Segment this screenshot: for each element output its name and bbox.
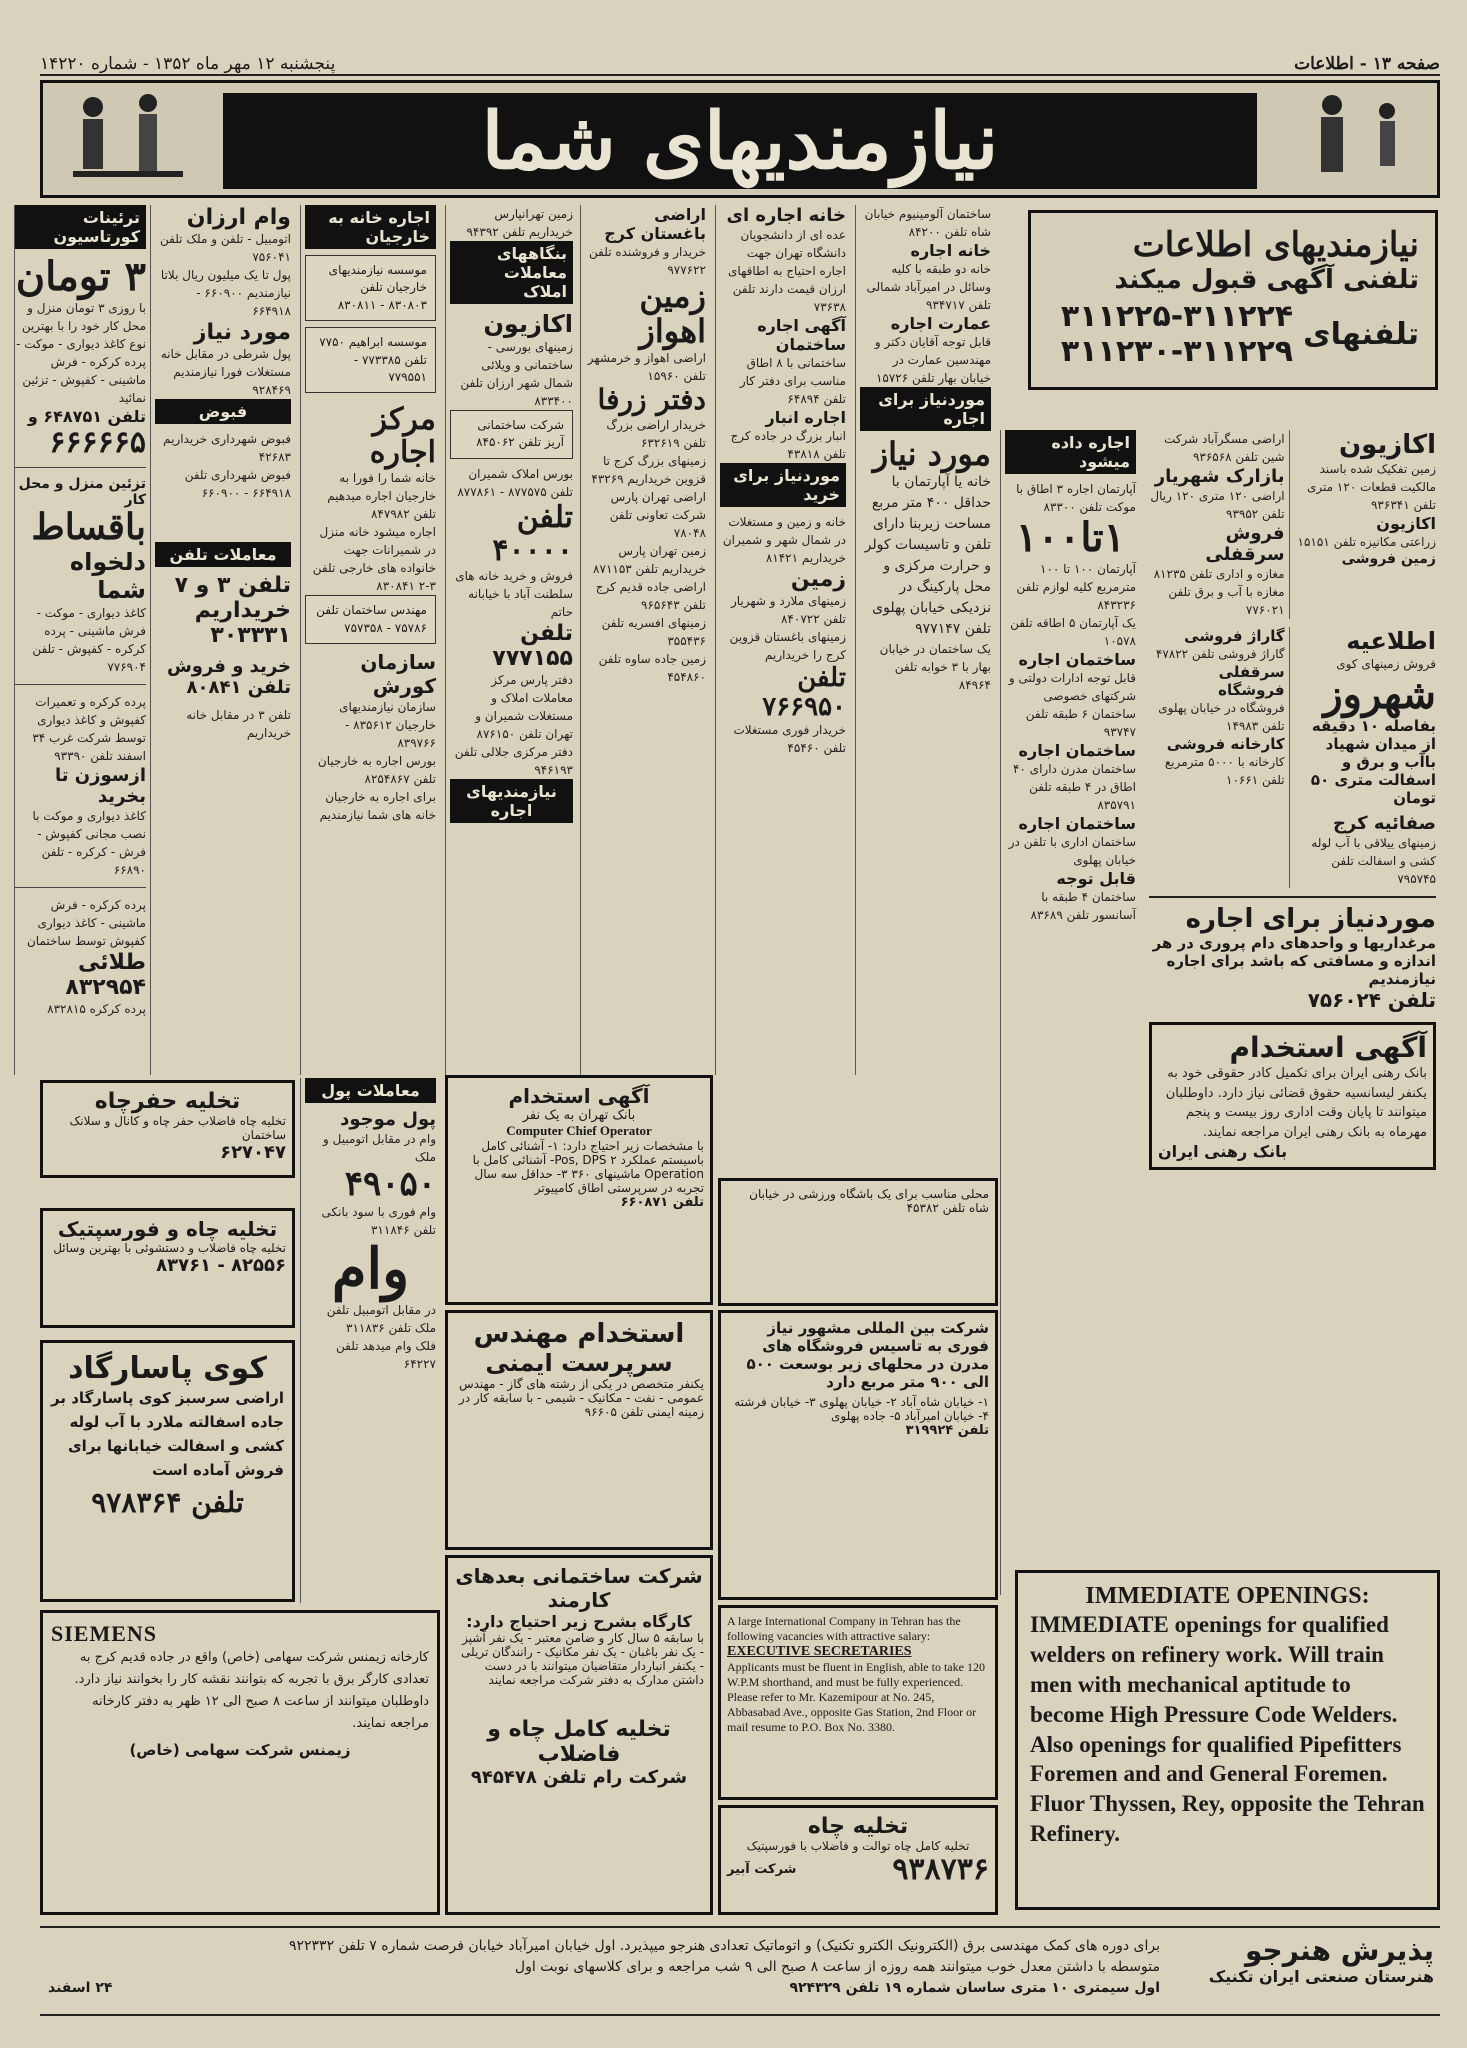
footer-school: هنرستان صنعتی ایران تکنیک: [1208, 1967, 1434, 1986]
col9-ad9-body: گاراژ فروشی تلفن ۴۷۸۲۲: [1155, 647, 1285, 661]
col5-ad9-body: زمین جاده ساوه تلفن ۴۵۴۸۶۰: [598, 652, 706, 685]
siemens-sign: زیمنس شرکت سهامی (خاص): [129, 1741, 351, 1760]
intl-body: شرکت بین المللی مشهور نیاز فوری به تاسیس فروشگاه های مدرن در محلهای زیر بوسعت ۵۰۰ الی ۹۰۰ متر مربع دارد: [746, 1319, 989, 1391]
column-7: [855, 205, 995, 1075]
ettelaat-box-title: نیازمندیهای اطلاعات: [1132, 225, 1419, 265]
col9-ad13-head: موردنیاز برای اجاره: [1185, 904, 1436, 934]
col9-ad8-big: شهروز: [1323, 671, 1436, 718]
col1-ad1-head: ترئینات کورتاسیون: [15, 205, 146, 249]
loans-sub: پول موجود: [340, 1109, 436, 1130]
col1-ad6-body: پرده کرکره ۸۳۲۸۱۵: [47, 1001, 146, 1016]
loans3-big: وام: [331, 1236, 410, 1303]
col1-ad1-phone: تلفن ۶۴۸۷۵۱ و: [27, 407, 146, 426]
col7-ad1-body: ساختمان آلومینیوم خیابان شاه تلفن ۸۴۲۰۰: [864, 207, 991, 239]
engineer-hiring-sub: سرپرست ایمنی: [485, 1349, 673, 1377]
figures-illustration-left: [53, 89, 203, 193]
col9-ad11-body: کارخانه با ۵۰۰۰ مترمربع تلفن ۱۰۶۶۱: [1164, 755, 1285, 787]
siemens-brand: SIEMENS: [51, 1621, 158, 1646]
col1-ad4-head: ازسوزن تا بخرید: [54, 764, 146, 807]
col1-ad5-body: پرده کرکره - فرش ماشینی - کاغذ دیواری کفپوش توسط ساختمان: [26, 897, 146, 948]
col6-ad1-head: خانه اجاره ای: [726, 205, 846, 226]
evac-ad-2: [40, 1208, 295, 1328]
figures-illustration-right: [1277, 89, 1427, 193]
col8-ad7-body: ساختمان ۴ طبقه با آسانسور تلفن ۸۳۶۸۹: [1030, 890, 1136, 922]
col9-ad9-head: گاراژ فروشی: [1184, 627, 1285, 645]
col9-ad13-phone: تلفن ۷۵۶۰۲۴: [1307, 988, 1436, 1012]
col2-ad8-body: تلفن ۳ در مقابل خانه خریداریم: [186, 708, 291, 740]
col9-ad11-head: کارخانه فروشی: [1166, 735, 1285, 753]
running-header: [40, 40, 1440, 76]
construction-sub: کارگاه بشرح زیر احتیاج دارد:: [466, 1612, 692, 1631]
col9-ad5-body: زراعتی مکانیزه تلفن ۱۵۱۵۱: [1297, 535, 1436, 549]
column-9: [1145, 430, 1440, 1595]
col7-ad2-body: خانه دو طبقه با کلیه وسائل در امیرآباد شمالی تلفن ۹۳۴۷۱۷: [866, 262, 991, 312]
col9-ad2-body: اراضی مسگرآباد شرکت شین تلفن ۹۳۶۵۶۸: [1164, 432, 1285, 464]
construction-evac-head: تخلیه کامل چاه و فاضلاب: [487, 1717, 671, 1767]
pasargad-head: کوی پاسارگاد: [68, 1351, 267, 1386]
col8-ad4-head: ساختمان اجاره: [1018, 650, 1136, 669]
intl-list: ۱- خیابان شاه آباد ۲- خیابان پهلوی ۳- خیابان فرشته ۴- خیابان امیرآباد ۵- جاده پهلوی: [734, 1395, 989, 1423]
col1-ad1-phone-big: ۶۶۶۶۶۵: [49, 425, 146, 460]
construction-head: شرکت ساختمانی بعدهای کارمند: [455, 1564, 703, 1612]
column-1: [14, 205, 146, 1075]
col9-ad10-head: سرقفلی فروشگاه: [1218, 663, 1285, 699]
well-evac-ad: [718, 1805, 998, 1915]
bank-hiring-ad: [445, 1075, 713, 1305]
footer-head: پذیرش هنرجو: [1245, 1934, 1434, 1967]
secretaries-ad: [718, 1605, 998, 1800]
col5-ad8-body: زمینهای افسریه تلفن ۳۵۵۴۳۶: [601, 616, 706, 649]
col2-ad3-body: پول شرطی در مقابل خانه مستغلات فورا نیازمندیم ۹۲۸۴۶۹: [160, 347, 291, 397]
col3-ad3-head: مرکز اجاره: [369, 402, 436, 471]
footer-line2: متوسطه با داشتن معدل خوب میتوانند همه روزه از ساعت ۸ صبح الی ۹ شب مراجعه و برای کلاسهای نوبت اول: [514, 1959, 1160, 1975]
col4-ad7-body: دفتر پارس مرکز معاملات املاک و مستغلات شمیران و تهران تلفن ۸۷۶۱۵۰: [475, 672, 573, 741]
evac2-phone: ۸۲۵۵۶ - ۸۳۷۶۱: [156, 1255, 286, 1276]
col9-ad4-head: فروش سرقفلی: [1205, 523, 1285, 565]
col7-ad3-head: عمارت اجاره: [890, 314, 991, 333]
secretaries-intro: A large International Company in Tehran has the following vacancies with attractive salary:: [727, 1614, 961, 1643]
column-8: [1000, 430, 1140, 1595]
col8-ad6-body: ساختمان اداری با تلفن در خیابان پهلوی: [1008, 835, 1136, 867]
sports-club-ad: [718, 1178, 998, 1306]
col6-ad7-body: خریدار فوری مستغلات تلفن ۴۵۴۶۰: [733, 723, 846, 756]
col4-ad6-big: تلفن ۴۰۰۰۰: [492, 499, 573, 568]
col9-ad4-body: مغازه و اداری تلفن ۸۱۲۳۵: [1153, 567, 1285, 581]
siemens-body: کارخانه زیمنس شرکت سهامی (خاص) واقع در جاده قدیم کرج به تعدادی کارگر برق با تجربه که بتوانند نقشه کار را بخوانند نیاز دارد. داوطلبان میتوانند از ساعت ۸ صبح الی ۱۲ ظهر به دفتر کارخانه مراجعه نمایند.: [74, 1650, 429, 1732]
col9-ad14-head: آگهی استخدام: [1229, 1031, 1427, 1064]
col5-ad6-body: زمین تهران پارس خریداریم تلفن ۸۷۱۱۵۳: [593, 544, 706, 577]
col3-ad7-body: بورس اجاره به خارجیان تلفن ۸۲۵۴۸۶۷: [317, 754, 436, 787]
col7-ad5-body: خانه یا آپارتمان با حداقل ۴۰۰ متر مربع مساحت زیربنا دارای تلفن و تاسیسات کولر و حرارت مرکزی و محل پارکینگ در نزدیکی خیابان پهلوی تلفن ۹۷۷۱۴۷: [864, 474, 991, 638]
col8-ad1-body: آپارتمان اجاره ۳ اطاق با موکت تلفن ۸۳۳۰۰: [1016, 482, 1136, 514]
col5-ad3-body: خریدار اراضی بزرگ تلفن ۶۳۲۶۱۹: [606, 418, 706, 451]
col8-ad1-head: اجاره داده میشود: [1005, 430, 1136, 474]
welders-head: IMMEDIATE OPENINGS:: [1085, 1583, 1370, 1609]
col7-ad3-body: قابل توجه آقایان دکتر و مهندسین عمارت در خیابان بهار تلفن ۱۵۷۲۶: [874, 335, 991, 385]
col2-ad3-head: مورد نیاز: [193, 320, 291, 345]
col6-ad3-head: اجاره انبار: [765, 408, 846, 427]
col8-ad2-body: آپارتمان ۱۰۰ تا ۱۰۰ مترمربع کلیه لوازم تلفن ۸۴۳۲۳۶: [1016, 562, 1136, 612]
ettelaat-box-subtitle: تلفنی آگهی قبول میکند: [1114, 265, 1419, 295]
loans-head: معاملات پول: [305, 1078, 436, 1103]
bank-hiring-body: با مشخصات زیر احتیاج دارد: ۱- آشنائی کامل باسیستم عملکرد Pos, DPS ۲- آشنائی کامل با Operation ماشینهای ۳۶۰ ۳- حداقل سه سال تجربه در سرپرستی اطاق کامپیوتر: [472, 1139, 704, 1195]
col6-ad2-head: آگهی اجاره ساختمان: [757, 316, 846, 354]
col2-ad5-body: فبوض شهرداری تلفن ۶۶۴۹۱۸ - ۶۶۰۹۰۰: [184, 468, 291, 500]
well-phone: ۹۳۸۷۳۶: [892, 1852, 989, 1887]
col5-ad4-body: زمینهای بزرگ کرج تا قزوین خریداریم ۴۳۲۶۹: [591, 454, 706, 487]
col9-ad8-sub: فروش زمینهای کوی: [1336, 657, 1436, 671]
col6-ad4-body: خانه و زمین و مستغلات در شمال شهر و شمیران خریداریم ۸۱۴۲۱: [722, 515, 846, 565]
column-6: [715, 205, 850, 1075]
col3-ad1-body: موسسه نیازمندیهای خارجیان تلفن ۸۳۰۸۰۳ - ۸۳۰۸۱۱: [305, 255, 436, 321]
col6-ad2-body: ساختمانی با ۸ اطاق مناسب برای دفتر کار تلفن ۶۴۸۹۴: [739, 356, 846, 406]
col7-ad6-body: یک ساختمان در خیابان بهار با ۳ خوابه تلفن ۸۴۹۶۴: [879, 642, 991, 693]
col7-ad5-head: مورد نیاز: [872, 435, 991, 473]
col6-ad5-head: زمین: [790, 567, 846, 592]
ettelaat-phones-1: ۳۱۱۲۲۵-۳۱۱۲۲۴: [1060, 299, 1294, 334]
col3-ad1-head: اجاره خانه به خارجیان: [305, 205, 436, 249]
col9-ad1-head: اکازیون: [1338, 430, 1436, 460]
col2-ad2-body: پول تا یک میلیون ریال بلاتا نیازمندیم ۶۶۰۹۰۰ - ۶۶۴۹۱۸: [160, 268, 291, 318]
col4-ad3-head: اکازیون: [483, 310, 573, 338]
col8-ad3-body: یک آپارتمان ۵ اطاقه تلفن ۱۰۵۷۸: [1010, 616, 1136, 648]
col3-ad3-body: خانه شما را فورا به خارجیان اجاره میدهیم تلفن ۸۴۷۹۸۲: [327, 471, 436, 522]
footer-line1: برای دوره های کمک مهندسی برق (الکترونیک الکترو تکنیک) و اتوماتیک تعدادی هنرجو میپذیرد. اول خیابان امیرآباد خیابان فرصت شماره ۷ تلفن ۹۲۲۳۳۲: [288, 1938, 1160, 1954]
loans-column: [300, 1078, 440, 1603]
col6-ad5-body: زمینهای ملارد و شهریار تلفن ۸۴۰۷۲۲: [730, 594, 846, 626]
col3-ad8-body: برای اجاره به خارجیان خانه های شما نیازمندیم: [319, 790, 436, 823]
banner-title: نیازمندیهای شما: [223, 93, 1257, 189]
col1-ad2-body: کاغذ دیواری - موکت - فرش ماشینی - پرده کرکره - کفپوش - تلفن ۷۷۶۹۰۴: [32, 605, 146, 674]
col8-ad7-head: قابل توجه: [1056, 869, 1136, 888]
welders-body: IMMEDIATE openings for qualified welders on refinery work. Will train men with mechanical aptitude to become High Pressure Code Welders. Also openings for qualified Pipefitters Foremen and and General Foremen. Fluor Thyssen, Rey, opposite the Tehran Refinery.: [1030, 1612, 1425, 1847]
col4-ad5-body: بورس املاک شمیران تلفن ۸۷۷۵۷۵ - ۸۷۷۸۶۱: [457, 466, 573, 499]
sports-body: محلی مناسب برای یک باشگاه ورزشی در خیابان شاه تلفن ۴۵۳۸۲: [749, 1187, 989, 1215]
loans-big: ۴۹۰۵۰: [344, 1164, 436, 1204]
well-body: تخلیه کامل چاه توالت و فاضلاب با فورسپتیک: [746, 1839, 970, 1853]
col5-ad1-body: خریدار و فروشنده تلفن ۹۷۷۶۲۲: [589, 245, 706, 277]
col4-ad9-head: نیازمندیهای اجاره: [450, 779, 573, 823]
col5-ad1-head: اراضی باغستان کرج: [604, 205, 706, 243]
engineer-hiring-body: یکنفر متخصص در یکی از رشته های گاز - مهندس عمومی - نفت - مکانیک - شیمی - با سابقه کار در زمینه ایمنی تلفن ۹۶۶۰۵: [458, 1377, 704, 1419]
col3-ad5-body: مهندس ساختمان تلفن ۷۵۷۸۶ - ۷۵۷۳۵۸: [305, 595, 436, 644]
col2-ad4-head: فبوض: [155, 399, 291, 424]
col4-ad3-body: زمینهای بورسی - ساختمانی و ویلائی شمال شهر ارزان تلفن ۸۳۳۴۰۰: [460, 340, 573, 408]
col9-ad14-body: بانک رهنی ایران برای تکمیل کادر حقوقی خود به یکنفر لیسانسیه حقوق قضائی نیاز دارد. داوطلبان میتوانند تا پایان وقت اداری روز بیست و پنجم مهرماه به بانک رهنی ایران مراجعه نمایند.: [1165, 1066, 1427, 1140]
col6-ad4-head: موردنیاز برای خرید: [720, 463, 846, 507]
footer-line3: اول سیمتری ۱۰ متری ساسان شماره ۱۹ تلفن ۹۲۴۳۲۹: [789, 1980, 1160, 1996]
classifieds-banner: [40, 80, 1440, 198]
col5-ad5-body: اراضی تهران پارس شرکت تعاونی تلفن ۷۸۰۴۸: [609, 490, 706, 541]
loans3-body: در مقابل اتومبیل تلفن ملک تلفن ۳۱۱۸۳۶: [326, 1302, 436, 1335]
issue-date: پنجشنبه ۱۲ مهر ماه ۱۳۵۲ - شماره ۱۴۲۲۰: [40, 54, 336, 74]
col5-ad3-head: دفتر زرفا: [597, 383, 706, 417]
col9-ad5-head: اکازیون: [1376, 514, 1436, 533]
bank-hiring-phone: تلفن ۶۶۰۸۷۱: [620, 1195, 704, 1210]
col6-ad6-phone: تلفن ۷۶۶۹۵۰: [762, 663, 846, 722]
well-company: شرکت آبیر: [727, 1862, 797, 1877]
secretaries-head: EXECUTIVE SECRETARIES: [727, 1644, 912, 1659]
col8-ad5-body: ساختمان مدرن دارای ۴۰ اطاق در ۴ طبقه تلفن ۸۳۵۷۹۱: [1012, 762, 1136, 812]
evac1-phone: ۶۲۷۰۴۷: [220, 1142, 286, 1163]
col6-ad6-body: زمینهای باغستان قزوین کرج را خریداریم: [729, 630, 846, 662]
pasargad-land-ad: [40, 1340, 295, 1602]
footer-date: ۲۴ اسفند: [48, 1980, 113, 1996]
siemens-ad: [40, 1610, 440, 1915]
col9-ad10-body: فروشگاه در خیابان پهلوی تلفن ۱۴۹۸۳: [1158, 701, 1285, 733]
col8-ad2-big: ۱تا۱۰۰: [1015, 514, 1126, 561]
col3-ad6-head: سازمان کورش: [360, 650, 436, 699]
evac-ad-1: [40, 1080, 295, 1178]
col2-ad7-body: خرید و فروش تلفن ۸۰۸۴۱: [166, 656, 291, 698]
evac1-body: تخلیه چاه فاضلاب حفر چاه و کانال و سلانک ساختمان: [69, 1114, 286, 1142]
col1-ad1-body: با روزی ۳ تومان منزل و محل کار خود را با بهترین نوع کاغذ دیواری - موکت - پرده کرکره - فرش ماشینی - کفپوش - تزئین نمائید: [16, 301, 146, 405]
engineer-hiring-head: استخدام مهندس: [473, 1319, 685, 1349]
col3-ad4-body: اجاره میشود خانه منزل در شمیرانات جهت خانواده های خارجی تلفن ۳-۲ ۸۳۰۸۴۱: [312, 525, 436, 594]
bank-hiring-head: آگهی استخدام: [508, 1084, 650, 1108]
col9-ad3-body: اراضی ۱۲۰ متری ۱۲۰ ریال تلفن ۹۳۹۵۲: [1150, 489, 1285, 521]
welders-ad: [1015, 1570, 1440, 1910]
col2-ad4-body: فبوض شهرداری خریداریم ۴۲۶۸۳: [163, 432, 291, 464]
col7-ad2-head: خانه اجاره: [910, 241, 991, 260]
col3-ad2-body: موسسه ابراهیم ۷۷۵۰ تلفن ۷۷۳۳۸۵ - ۷۷۹۵۵۱: [305, 327, 436, 393]
construction-hiring-ad: [445, 1555, 713, 1915]
col4-ad4-body: شرکت ساختمانی آریز تلفن ۸۴۵۰۶۲: [450, 410, 573, 459]
col8-ad5-head: ساختمان اجاره: [1018, 741, 1136, 760]
col9-ad8-body: بفاصله ۱۰ دقیقه از میدان شهیاد باآب و برق و اسفالت متری ۵۰ تومان: [1310, 717, 1436, 807]
col1-ad2-big: باقساط: [31, 506, 146, 548]
col6-ad1-body: عده ای از دانشجویان دانشگاه تهران جهت اجاره احتیاج به اطاقهای ارزان قیمت دارند تلفن ۷۳۶۳۸: [728, 228, 846, 314]
col5-ad2-body: اراضی اهواز و خرمشهر تلفن ۱۵۹۶۰: [587, 351, 706, 384]
ettelaat-phones-label: تلفنهای: [1303, 316, 1419, 352]
ettelaat-phone-box: [1028, 210, 1438, 390]
col5-ad7-body: اراضی جاده قدیم کرج تلفن ۹۶۵۶۴۳: [595, 580, 706, 613]
col1-ad5-phone: طلائی ۸۳۲۹۵۴: [65, 949, 146, 1000]
col1-ad2-head: تزئین منزل و محل کار: [18, 476, 146, 508]
evac2-head: تخلیه چاه و فورسپتیک: [57, 1217, 278, 1241]
col2-ad1-head: وام ارزان: [186, 205, 291, 230]
well-head: تخلیه چاه: [807, 1814, 909, 1839]
col1-ad3-body: پرده کرکره و تعمیرات کفپوش و کاغذ دیواری توسط شرکت غرب ۳۴ اسفند تلفن ۹۳۳۹۰: [32, 694, 146, 763]
secretaries-body: Applicants must be fluent in English, able to take 120 W.P.M shorthand, and must be fully experienced. Please refer to Mr. Kazemipour at No. 245, Abbasabad Ave., opposite Gas Station, 2nd Floor or mail resume to P.O. Box No. 3380.: [727, 1660, 985, 1734]
col9-ad13-body: مرغداریها و واحدهای دام پروری در هر اندازه و مسافتی که باشد برای اجاره نیازمندیم: [1152, 934, 1436, 988]
col6-ad3-body: انبار بزرگ در جاده کرج تلفن ۴۳۸۱۸: [730, 429, 846, 461]
col9-ad12-body: زمینهای ییلاقی با آب لوله کشی و اسفالت تلفن ۷۹۵۷۴۵: [1311, 836, 1436, 886]
col4-ad6-body: فروش و خرید خانه های سلطنت آباد با خیابانه حاتم: [455, 568, 573, 619]
col9-ad3-head: بازارک شهریار: [1154, 466, 1285, 487]
col9-ad6-body: مغازه با آب و برق تلفن ۷۷۶۰۲۱: [1168, 585, 1285, 617]
bank-hiring-sub: بانک تهران به یک نفر: [522, 1108, 636, 1123]
col1-ad2-sub: دلخواه شما: [69, 547, 146, 604]
construction-body: با سابقه ۵ سال کار و ضامن معتبر - یک نفر آشپز - یک نفر باغبان - یک نفر مکانیک - رانندگان تریلی - یکنفر انباردار متقاضیان میتوانند با در دست داشتن مدارک به دفتر شرکت مراجعه نمایند: [461, 1631, 704, 1687]
col1-ad4-body: کاغذ دیواری و موکت با نصب مجانی کفپوش - فرش - کرکره - تلفن ۶۶۸۹۰: [32, 808, 146, 877]
col8-ad4-body: قابل توجه ادارات دولتی و شرکتهای خصوصی ساختمان ۶ طبقه تلفن ۹۳۷۴۷: [1008, 671, 1136, 739]
col4-ad1-body: زمین تهرانپارس خریداریم تلفن ۹۴۳۹۲: [466, 207, 573, 239]
evac1-head: تخلیه حفرچاه: [94, 1089, 241, 1114]
col9-ad14-sign: بانک رهنی ایران: [1158, 1142, 1288, 1161]
col8-ad6-head: ساختمان اجاره: [1018, 814, 1136, 833]
construction-evac-phone: شرکت رام تلفن ۹۴۵۴۷۸: [470, 1767, 688, 1788]
col9-ad12-head: صفائیه کرج: [1332, 813, 1436, 834]
evac2-body: تخلیه چاه فاضلاب و دستشوئی با بهترین وسائل: [53, 1241, 286, 1255]
school-admission-footer: [40, 1926, 1440, 2016]
column-3: [300, 205, 440, 1075]
col2-ad6-body: تلفن ۳ و ۷ خریداریم ۳۰۳۳۳۱: [174, 573, 291, 648]
loans4-body: فلک وام میدهد تلفن ۶۴۲۲۷: [336, 1338, 436, 1371]
col3-ad6-body: سازمان نیازمندیهای خارجیان ۸۳۵۶۱۲ - ۸۳۹۷۶۶: [339, 700, 436, 751]
col4-ad2-head: بنگاههای معاملات املاک: [450, 241, 573, 304]
engineer-hiring-ad: [445, 1310, 713, 1550]
col9-ad1-body: زمین تفکیک شده باسند مالکیت قطعات ۱۲۰ متری تلفن ۹۳۶۳۴۱: [1307, 462, 1436, 512]
column-5: [580, 205, 710, 1075]
col4-ad8-body: دفتر مرکزی جلالی تلفن ۹۴۶۱۹۳: [454, 744, 573, 777]
col9-ad7-head: زمین فروشی: [1341, 551, 1436, 567]
column-4: [445, 205, 577, 1075]
pasargad-phone: تلفن ۹۷۸۳۶۴: [91, 1486, 244, 1519]
col9-ad8-head: اطلاعیه: [1346, 627, 1436, 655]
intl-company-ad: [718, 1310, 998, 1600]
loans2-body: وام فوری با سود بانکی تلفن ۳۱۱۸۴۶: [321, 1205, 436, 1238]
pasargad-body: اراضی سرسبز کوی پاسارگاد بر جاده اسفالته ملارد با آب لوله کشی و اسفالت خیابانها برای فروش آماده است: [51, 1389, 284, 1479]
col4-ad6-phone: تلفن ۷۷۷۱۵۵: [492, 620, 573, 671]
col1-ad1-big: ۳ تومان: [15, 253, 146, 300]
ettelaat-phones-2: ۳۱۱۲۳۰-۳۱۱۲۲۹: [1060, 334, 1294, 369]
bank-hiring-en-title: Computer Chief Operator: [506, 1123, 652, 1138]
col7-ad4-head: موردنیاز برای اجاره: [860, 387, 991, 431]
loans-body: وام در مقابل اتومبیل و ملک: [323, 1132, 436, 1164]
col5-ad2-head: زمین اهواز: [639, 277, 706, 351]
intl-phone: تلفن ۳۱۹۹۲۴: [905, 1423, 989, 1438]
col2-ad6-head: معاملات تلفن: [155, 542, 291, 567]
col2-ad1-body: اتومبیل - تلفن و ملک تلفن ۷۵۶۰۴۱: [159, 232, 291, 264]
column-2: [150, 205, 295, 1075]
page-label: صفحه ۱۳ - اطلاعات: [1294, 54, 1440, 74]
